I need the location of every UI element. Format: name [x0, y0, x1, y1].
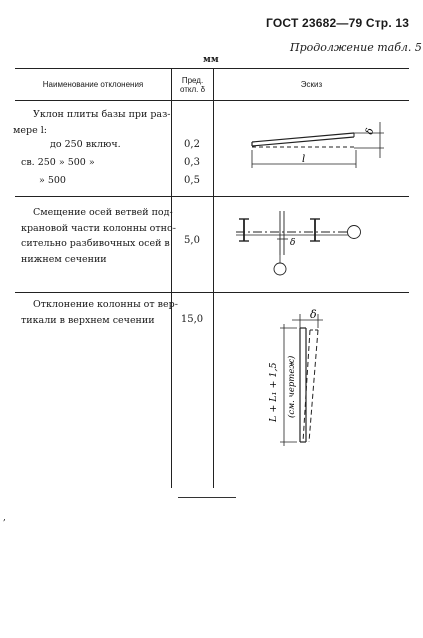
sketch-column-vertical-deviation — [214, 300, 409, 460]
column-heading-limit — [172, 76, 213, 94]
row1-sub3-label: » 500 — [39, 175, 66, 186]
row-separator-2 — [15, 292, 409, 293]
row1-line2: мере l: — [13, 124, 47, 136]
row3-line2: тикали в верхнем сечении — [21, 314, 155, 326]
column-divider-left — [171, 68, 172, 488]
unit-label: мм — [203, 55, 219, 65]
row1-sub2-value: 0,3 — [184, 157, 200, 168]
row2-line2: крановой части колонны отно- — [21, 222, 176, 234]
row2-value: 5,0 — [184, 235, 200, 246]
sketch2-delta-label: δ — [290, 238, 296, 248]
row2-line3: сительно разбивочных осей в — [21, 238, 170, 249]
column-heading-limit-line1: Пред. — [181, 76, 204, 85]
row3-description — [21, 297, 178, 328]
sketch-axes-offset — [214, 203, 409, 288]
end-rule — [178, 497, 236, 498]
table-continuation-caption: Продолжение табл. 5 — [290, 41, 422, 54]
sketch3-height-label: L + L₁ + 1,5 — [268, 362, 279, 422]
row3-value: 15,0 — [180, 314, 204, 325]
sketch-base-plate-slope — [214, 110, 409, 180]
row2-line4: нижнем сечении — [21, 253, 107, 265]
row2-line1: Смещение осей ветвей под- — [33, 207, 173, 218]
row1-line1: Уклон плиты базы при раз- — [33, 109, 171, 120]
sketch1-length-label: l — [302, 154, 306, 165]
stray-mark: , — [3, 513, 6, 523]
column-heading-name: Наименование отклонения — [42, 80, 144, 89]
page-header-standard: ГОСТ 23682—79 Стр. 13 — [266, 16, 410, 30]
table-header-bottom-rule — [15, 100, 409, 101]
row2-description — [21, 205, 176, 267]
sketch3-note-label: (см. чертеж) — [287, 355, 297, 418]
column-heading-sketch: Эскиз — [300, 80, 323, 89]
row-separator-1 — [15, 196, 409, 197]
table-top-rule — [15, 68, 409, 69]
row1-sub3-value: 0,5 — [184, 175, 200, 186]
row1-sub1-value: 0,2 — [184, 139, 200, 150]
row1-sub2-label: св. 250 » 500 » — [21, 157, 95, 168]
column-heading-limit-line2: откл. δ — [179, 85, 206, 94]
sketch1-delta-label: δ — [364, 127, 377, 136]
row3-line1: Отклонение колонны от вер- — [33, 299, 178, 310]
row1-sub1-label: до 250 включ. — [50, 139, 121, 150]
row1-description — [13, 107, 171, 138]
sketch3-delta-label: δ — [310, 308, 317, 321]
